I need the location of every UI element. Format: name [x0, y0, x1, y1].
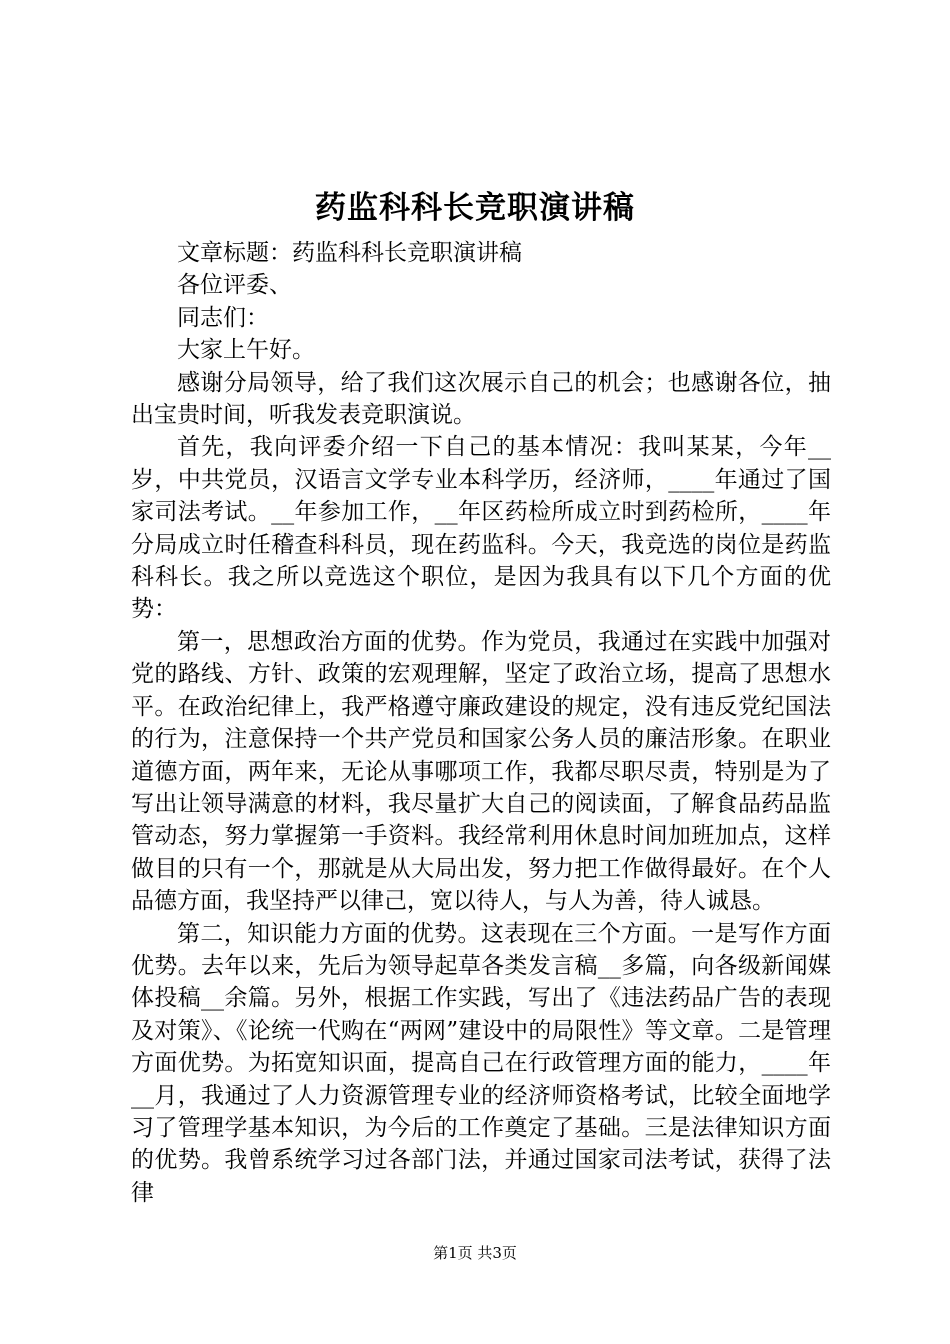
- paragraph-political-advantage: 第一，思想政治方面的优势。作为党员，我通过在实践中加强对党的路线、方针、政策的宏观理解，坚定了政治立场，提高了思想水平。在政治纪律上，我严格遵守廉政建设的规定，没有违反党纪国法的行为，注意保持一个共产党员和国家公务人员的廉洁形象。在职业道德方面，两年来，无论从事哪项工作，我都尽职尽责，特别是为了写出让领导满意的材料，我尽量扩大自己的阅读面，了解食品药品监管动态，努力掌握第一手资料。我经常利用休息时间加班加点，这样做目的只有一个，那就是从大局出发，努力把工作做得最好。在个人品德方面，我坚持严以律己，宽以待人，与人为善，待人诚恳。: [131, 628, 831, 915]
- paragraph-thanks: 感谢分局领导，给了我们这次展示自己的机会；也感谢各位，抽出宝贵时间，听我发表竞职演说。: [131, 369, 831, 429]
- greeting: 大家上午好。: [177, 337, 315, 364]
- article-title-line: 文章标题：药监科科长竞职演讲稿: [177, 240, 522, 266]
- paragraph-knowledge-advantage: 第二，知识能力方面的优势。这表现在三个方面。一是写作方面优势。去年以来，先后为领导起草各类发言稿__多篇，向各级新闻媒体投稿__余篇。另外，根据工作实践，写出了《违法药品广告的表现及对策》、《论统一代购在“两网”建设中的局限性》等文章。二是管理方面优势。为拓宽知识面，提高自己在行政管理方面的能力，____年__月，我通过了人力资源管理专业的经济师资格考试，比较全面地学习了管理学基本知识，为今后的工作奠定了基础。三是法律知识方面的优势。我曾系统学习过各部门法，并通过国家司法考试，获得了法律: [131, 920, 831, 1206]
- page-number-footer: 第1页 共3页: [433, 1244, 517, 1262]
- paragraph-introduction: 首先，我向评委介绍一下自己的基本情况：我叫某某，今年__岁，中共党员，汉语言文学专业本科学历，经济师，____年通过了国家司法考试。__年参加工作，__年区药检所成立时到药检所，____年分局成立时任稽查科科员，现在药监科。今天，我竞选的岗位是药监科科长。我之所以竞选这个职位，是因为我具有以下几个方面的优势：: [131, 434, 831, 623]
- salutation-comrades: 同志们：: [177, 304, 269, 331]
- salutation-judges: 各位评委、: [177, 272, 292, 299]
- document-body: [131, 237, 831, 1209]
- document-title: 药监科科长竞职演讲稿: [315, 190, 635, 226]
